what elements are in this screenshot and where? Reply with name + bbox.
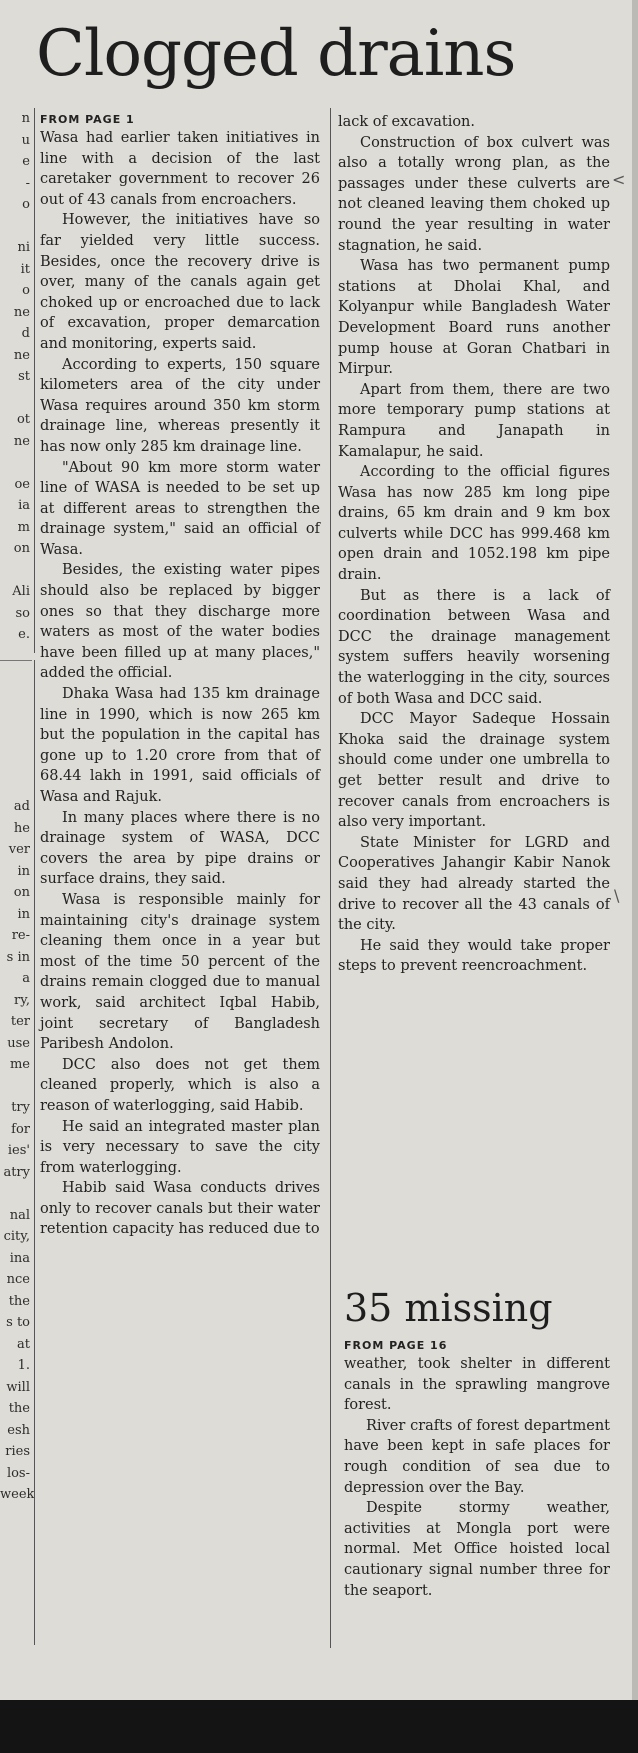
article-column-2 (338, 112, 610, 977)
from-page-label: FROM PAGE 1 (40, 113, 135, 126)
left-fragment: the (8, 1293, 30, 1309)
col2-paragraph: State Minister for LGRD and Cooperatives Jahangir Kabir Nanok said they had already started the drive to recover all the 43 canals of the city. (338, 834, 610, 934)
left-fragment (0, 1076, 30, 1098)
dark-bottom-band (0, 1700, 638, 1753)
col2-paragraph: But as there is a lack of coordination between Wasa and DCC the drainage management system suffers heavily worsening the waterlogging in the city, sources of both Wasa and DCC said. (338, 587, 610, 707)
column-rule-left-lower (34, 660, 35, 1645)
col1-paragraph: According to experts, 150 square kilometers area of the city under Wasa requires around 350 km storm drainage line, whereas presently it has now only 285 km drainage line. (40, 356, 320, 455)
left-fragment: e (22, 154, 30, 169)
col1-paragraph: DCC also does not get them cleaned properly, which is also a reason of waterlogging, said Habib. (40, 1056, 320, 1114)
left-strip-rule (0, 660, 32, 661)
col1-paragraph: Dhaka Wasa had 135 km drainage line in 1990, which is now 265 km but the population in the capital has gone up to 1.20 crore from that of 68.44 lakh in 1991, said officials of Wasa and Rajuk. (40, 686, 320, 805)
column-rule-left (34, 108, 35, 653)
left-fragment: in (17, 863, 30, 879)
left-fragment (0, 560, 30, 582)
left-fragment: try (11, 1100, 30, 1115)
col2-paragraph: DCC Mayor Sadeque Hossain Khoka said the drainage system should come under one umbrella to get better result and drive to recover canals from encroachers is also very important. (338, 711, 610, 831)
left-fragment: Ali (12, 584, 30, 599)
col1-paragraph: "About 90 km more storm water line of WASA is needed to be set up at different areas to strengthen the drainage system," said an official of Wasa. (40, 459, 320, 558)
left-fragment: e. (18, 627, 30, 642)
left-fragment: on (13, 885, 30, 900)
margin-mark-slash: \ (614, 886, 620, 905)
left-fragment: a (22, 971, 30, 986)
col1-paragraph: Wasa had earlier taken initiatives in line with a decision of the last caretaker government to recover 26 out of 43 canals from encroachers. (40, 130, 320, 208)
left-fragment: it (20, 261, 30, 277)
left-fragment: ne (13, 304, 30, 320)
left-fragment: use (7, 1035, 30, 1051)
left-fragment: ry, (14, 992, 30, 1008)
left-fragment (0, 388, 30, 410)
left-fragment: o (22, 197, 30, 212)
left-column-fragments (0, 108, 35, 1506)
col1-paragraph: Wasa is responsible mainly for maintaining city's drainage system cleaning them once in a year but most of the time 50 percent of the drains remain clogged due to manual work, said architect Iqbal Habib, joint secretary of Bangladesh Paribesh Andolon. (40, 891, 320, 1053)
left-fragment: me (9, 1057, 30, 1072)
left-fragment: s to (6, 1315, 30, 1330)
left-fragment (0, 732, 30, 754)
left-fragment: will (6, 1379, 30, 1395)
left-fragment: ad (13, 799, 30, 814)
left-fragment: - (25, 175, 30, 191)
left-fragment: los- (6, 1465, 30, 1481)
headline-35-missing: 35 missing (344, 1286, 553, 1330)
left-fragment: 1. (17, 1358, 30, 1373)
left-fragment: u (21, 132, 30, 148)
left-fragment: nal (9, 1207, 30, 1223)
left-fragment: ries (5, 1444, 30, 1459)
left-fragment: at (17, 1336, 30, 1352)
left-fragment (0, 646, 30, 668)
col1-paragraph: In many places where there is no drainage system of WASA, DCC covers the area by pipe drains or surface drains, they said. (40, 809, 320, 888)
article-column-1 (40, 112, 320, 1240)
left-fragment: ia (18, 498, 30, 513)
col2-paragraph: He said they would take proper steps to prevent reencroachment. (338, 937, 610, 975)
col1-paragraph: Besides, the existing water pipes should also be replaced by bigger ones so that they discharge more waters as most of the water bodies have been filled up at many places," added the official. (40, 562, 320, 682)
left-fragment: he (13, 820, 30, 836)
left-fragment: o (22, 283, 30, 298)
left-fragment (0, 753, 30, 775)
left-fragment (0, 452, 30, 474)
left-fragment: for (11, 1121, 30, 1137)
left-fragment (0, 775, 30, 797)
article2-paragraph: River crafts of forest department have been kept in safe places for rough condition of sea due to depression over the Bay. (344, 1417, 610, 1496)
left-fragment: on (13, 541, 30, 556)
left-fragment: st (18, 369, 30, 384)
column-rule-middle (330, 108, 331, 1648)
page-edge (632, 0, 638, 1700)
left-fragment: s in (6, 949, 30, 965)
col1-paragraph: Habib said Wasa conducts drives only to recover canals but their water retention capacity has reduced due to (40, 1180, 320, 1238)
left-fragment: atry (3, 1164, 30, 1180)
col2-paragraph: Wasa has two permanent pump stations at Dholai Khal, and Kolyanpur while Bangladesh Water Development Board runs another pump house at Goran Chatbari in Mirpur. (338, 258, 610, 378)
left-fragment: ot (16, 412, 30, 427)
headline-clogged-drains: Clogged drains (36, 17, 516, 91)
left-fragment: ter (10, 1014, 30, 1029)
left-fragment: week (0, 1487, 35, 1502)
article-2-body (344, 1338, 610, 1601)
left-fragment (0, 710, 30, 732)
left-fragment: city, (3, 1229, 30, 1244)
left-fragment (0, 1183, 30, 1205)
col2-paragraph: Construction of box culvert was also a totally wrong plan, as the passages under these culverts are not cleaned leaving them choked up round the year resulting in water stagnation, he said. (338, 134, 610, 254)
left-fragment: d (21, 326, 30, 341)
article2-paragraph: Despite stormy weather, activities at Mongla port were normal. Met Office hoisted local cautionary signal number three for the seaport. (344, 1500, 610, 1599)
left-fragment: ne (13, 433, 30, 449)
col2-paragraph: Apart from them, there are two more temporary pump stations at Rampura and Janapath in Kamalapur, he said. (338, 381, 610, 460)
left-fragment (0, 689, 30, 711)
from-page-label-2: FROM PAGE 16 (344, 1339, 448, 1352)
col1-paragraph: However, the initiatives have so far yielded very little success. Besides, once the recovery drive is over, many of the canals again get choked up or encroached due to lack of excavation, proper demarcation and monitoring, experts said. (40, 212, 320, 352)
col1-paragraph: He said an integrated master plan is very necessary to save the city from waterlogging. (40, 1118, 320, 1176)
left-fragment (0, 667, 30, 689)
left-fragment: nce (6, 1272, 30, 1287)
left-fragment: so (15, 605, 30, 621)
left-fragment: oe (14, 476, 30, 492)
left-fragment: esh (7, 1422, 30, 1438)
left-fragment: n (21, 111, 30, 126)
left-fragment (0, 216, 30, 238)
left-fragment: ne (13, 347, 30, 363)
left-fragment: ni (17, 240, 30, 255)
left-fragment: in (17, 906, 30, 922)
col2-paragraph: lack of excavation. (338, 114, 476, 130)
left-fragment: the (8, 1401, 30, 1416)
left-fragment: ver (8, 842, 30, 857)
article2-paragraph: weather, took shelter in different canals in the sprawling mangrove forest. (344, 1356, 610, 1414)
margin-mark-chevron: < (612, 170, 626, 189)
left-fragment: m (17, 519, 30, 535)
left-fragment: re- (11, 928, 30, 943)
left-fragment: ina (9, 1250, 30, 1266)
col2-paragraph: According to the official figures Wasa has now 285 km long pipe drains, 65 km drain and 9 km box culverts while DCC has 999.468 km open drain and 1052.198 km pipe drain. (338, 464, 610, 584)
left-fragment: ies' (7, 1143, 30, 1158)
